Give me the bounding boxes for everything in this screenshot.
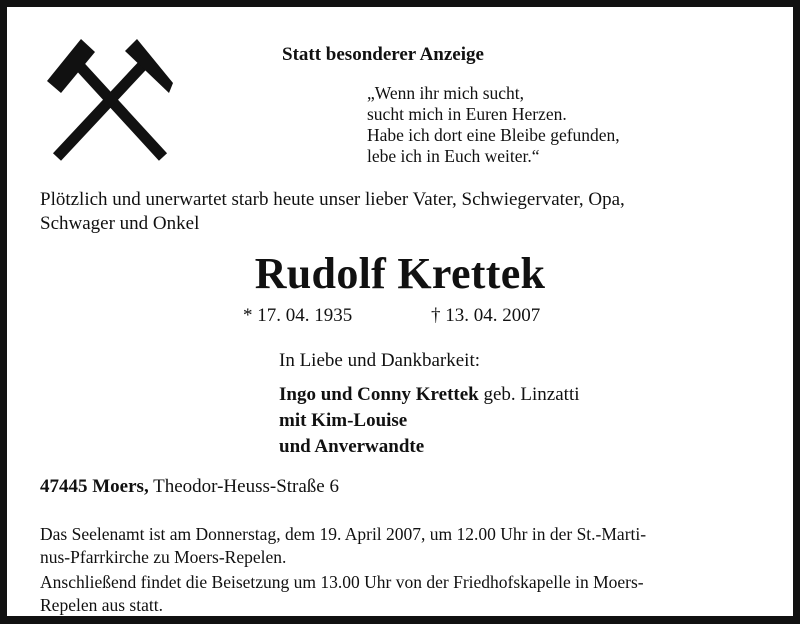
quote-line: Habe ich dort eine Bleibe gefunden, <box>367 125 620 145</box>
quote-line: lebe ich in Euch weiter.“ <box>367 146 540 166</box>
mourner-line: und Anverwandte <box>279 436 425 457</box>
birth-date: * 17. 04. 1935 <box>243 305 353 326</box>
requiem-info <box>40 523 646 569</box>
deceased-name: Rudolf Krettek <box>254 249 546 298</box>
notice-header: Statt besonderer Anzeige <box>282 44 484 65</box>
family-address <box>40 476 339 498</box>
mourners-intro: In Liebe und Dankbarkeit: <box>279 350 481 371</box>
burial-info <box>40 571 644 617</box>
mourner-names: Ingo und Conny Krettek <box>279 384 479 405</box>
maiden-name: geb. Linzatti <box>478 384 580 405</box>
address-city: 47445 Moers, <box>40 476 149 497</box>
memorial-quote <box>367 83 620 167</box>
mourner-line <box>279 382 580 408</box>
requiem-line: Das Seelenamt ist am Donnerstag, dem 19. April 2007, um 12.00 Uhr in der St.-Marti- <box>40 524 647 544</box>
quote-line: sucht mich in Euren Herzen. <box>367 104 567 124</box>
mourner-line: mit Kim-Louise <box>279 410 408 431</box>
quote-line: „Wenn ihr mich sucht, <box>367 83 525 103</box>
mourners-list <box>279 382 580 460</box>
address-street: Theodor-Heuss-Straße 6 <box>148 476 339 497</box>
requiem-line: nus-Pfarrkirche zu Moers-Repelen. <box>40 547 287 567</box>
death-announcement <box>40 188 625 236</box>
announcement-line: Plötzlich und unerwartet starb heute unser lieber Vater, Schwiegervater, Opa, <box>40 189 625 210</box>
burial-line: Repelen aus statt. <box>40 595 163 615</box>
death-date: † 13. 04. 2007 <box>431 305 541 326</box>
announcement-line: Schwager und Onkel <box>40 213 200 234</box>
hammer-and-pick-icon <box>45 37 179 161</box>
burial-line: Anschließend findet die Beisetzung um 13.00 Uhr von der Friedhofskapelle in Moers- <box>40 572 644 592</box>
